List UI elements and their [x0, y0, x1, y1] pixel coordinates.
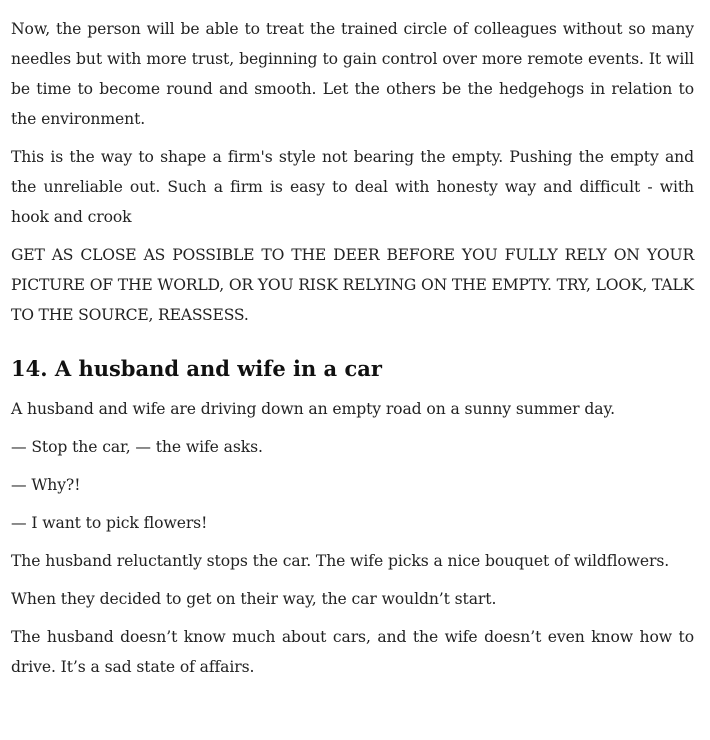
dialogue-line: — Why?!	[11, 476, 81, 494]
paragraph: The husband reluctantly stops the car. The wife picks a nice bouquet of wildflowers.	[11, 552, 670, 570]
document-page	[11, 14, 694, 690]
section-heading: 14. A husband and wife in a car	[11, 356, 382, 381]
paragraph: When they decided to get on their way, the car wouldn’t start.	[11, 590, 497, 608]
paragraph: The husband doesn’t know much about cars, and the wife doesn’t even know how to drive. It’s a sad state of affairs.	[11, 628, 694, 676]
paragraph: A husband and wife are driving down an empty road on a sunny summer day.	[11, 400, 615, 418]
paragraph: Now, the person will be able to treat the trained circle of colleagues without so many needles but with more trust, beginning to gain control over more remote events. It will be time to become round and smooth. Let the others be the hedgehogs in relation to the environment.	[11, 20, 694, 128]
emphasis-paragraph: GET AS CLOSE AS POSSIBLE TO THE DEER BEFORE YOU FULLY RELY ON YOUR PICTURE OF THE WORLD, OR YOU RISK RELYING ON THE EMPTY. TRY, LOOK, TALK TO THE SOURCE, REASSESS.	[11, 246, 694, 324]
dialogue-line: — Stop the car, — the wife asks.	[11, 438, 263, 456]
dialogue-line: — I want to pick flowers!	[11, 514, 208, 532]
paragraph: This is the way to shape a firm's style not bearing the empty. Pushing the empty and the unreliable out. Such a firm is easy to deal with honesty way and difficult - with hook and crook	[11, 148, 694, 226]
